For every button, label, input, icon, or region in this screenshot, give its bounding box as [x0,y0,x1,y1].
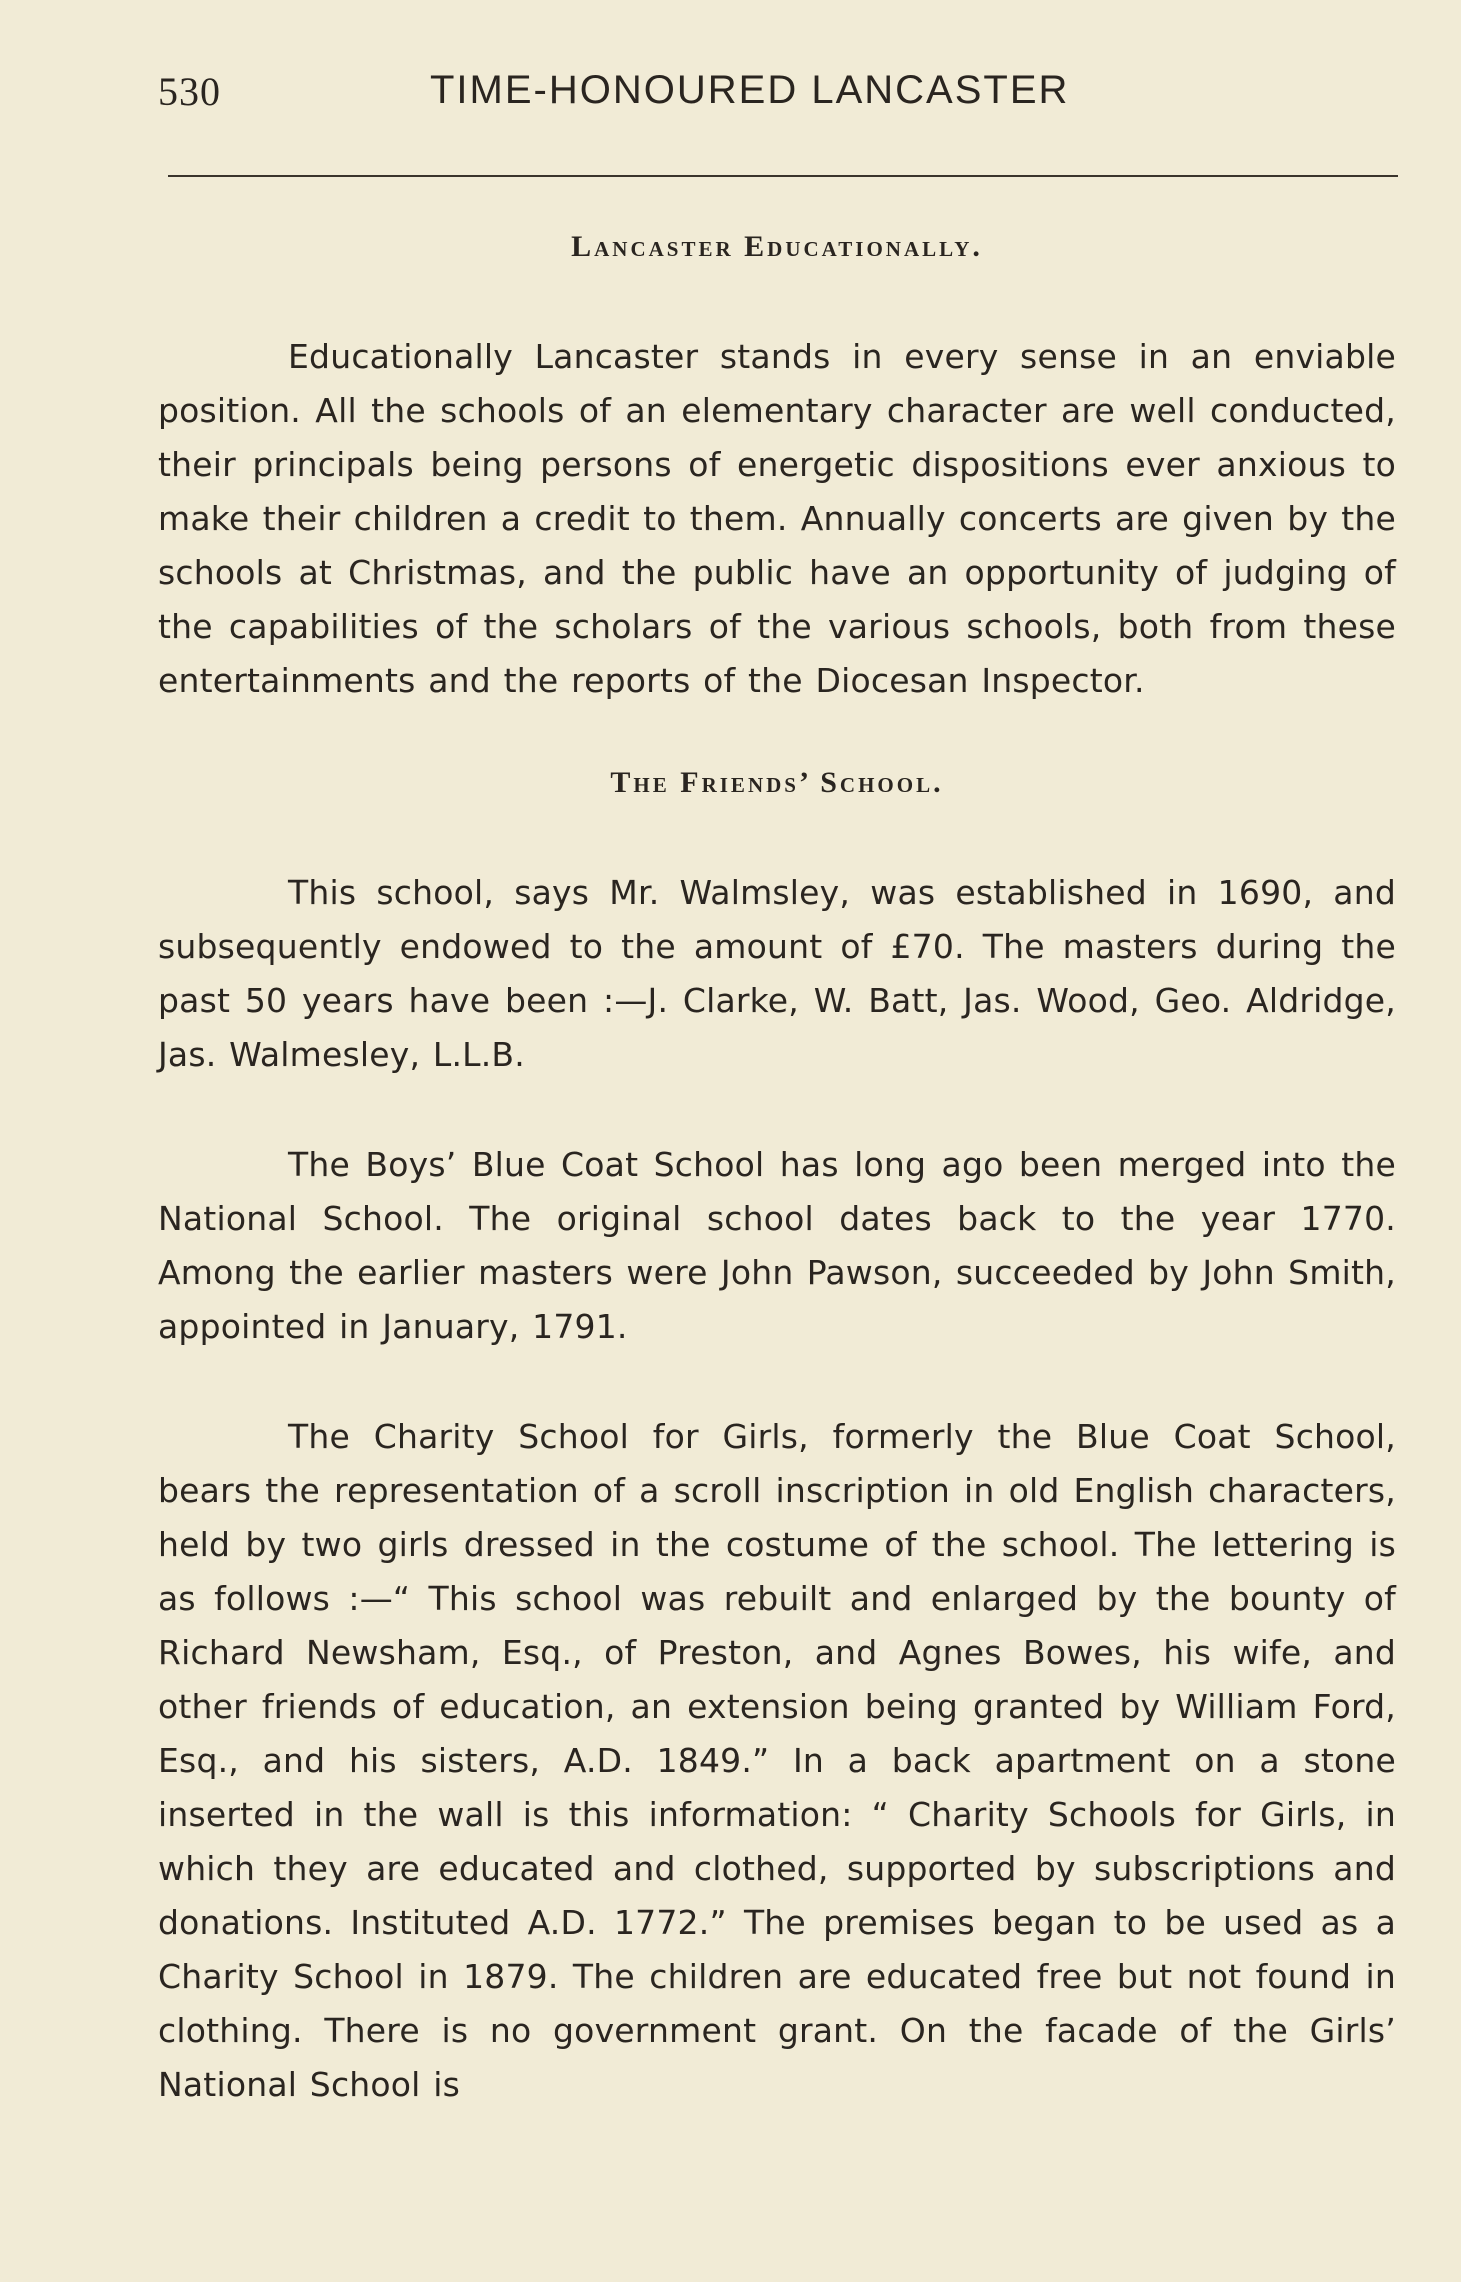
running-head [158,68,1398,128]
running-title: TIME-HONOURED LANCASTER [430,68,1070,112]
page-body [158,230,1396,2112]
paragraph-educationally: Educationally Lancaster stands in every sense in an enviable position. All the schools of an elementary character are well conducted, their principals being persons of energetic dispositions ever anxious to make their children a credit to them. Annually concerts are given by the schools at Christmas, and the public have an opportunity of judging of the capabilities of the scholars of the various schools, both from these entertainments and the reports of the Diocesan Inspector. [158,337,1396,700]
paragraph-charity-school: The Charity School for Girls, formerly the Blue Coat School, bears the representation of a scroll inscription in old English characters, held by two girls dressed in the costume of the school. The lettering is as follows :—“ This school was rebuilt and enlarged by the bounty of Richard Newsham, Esq., of Preston, and Agnes Bowes, his wife, and other friends of education, an extension being granted by William Ford, Esq., and his sisters, A.D. 1849.” In a back apartment on a stone inserted in the wall is this information: “ Charity Schools for Girls, in which they are educated and clothed, supported by subscriptions and donations. Instituted A.D. 1772.” The premises began to be used as a Charity School in 1879. The children are educated free but not found in clothing. There is no government grant. On the facade of the Girls’ National School is [158,1417,1396,2104]
section-heading-friends-school: The Friends’ School. [610,766,944,799]
paragraph-friends-school: This school, says Mr. Walmsley, was established in 1690, and subsequently endowed to the amount of £70. The masters during the past 50 years have been :—J. Clarke, W. Batt, Jas. Wood, Geo. Aldridge, Jas. Walmesley, L.L.B. [158,873,1396,1074]
paragraph-blue-coat-school: The Boys’ Blue Coat School has long ago been merged into the National School. The original school dates back to the year 1770. Among the earlier masters were John Pawson, succeeded by John Smith, appointed in January, 1791. [158,1145,1396,1346]
section-heading-lancaster-educationally: Lancaster Educationally. [571,230,983,263]
page-number: 530 [158,69,221,114]
header-rule [168,175,1398,177]
